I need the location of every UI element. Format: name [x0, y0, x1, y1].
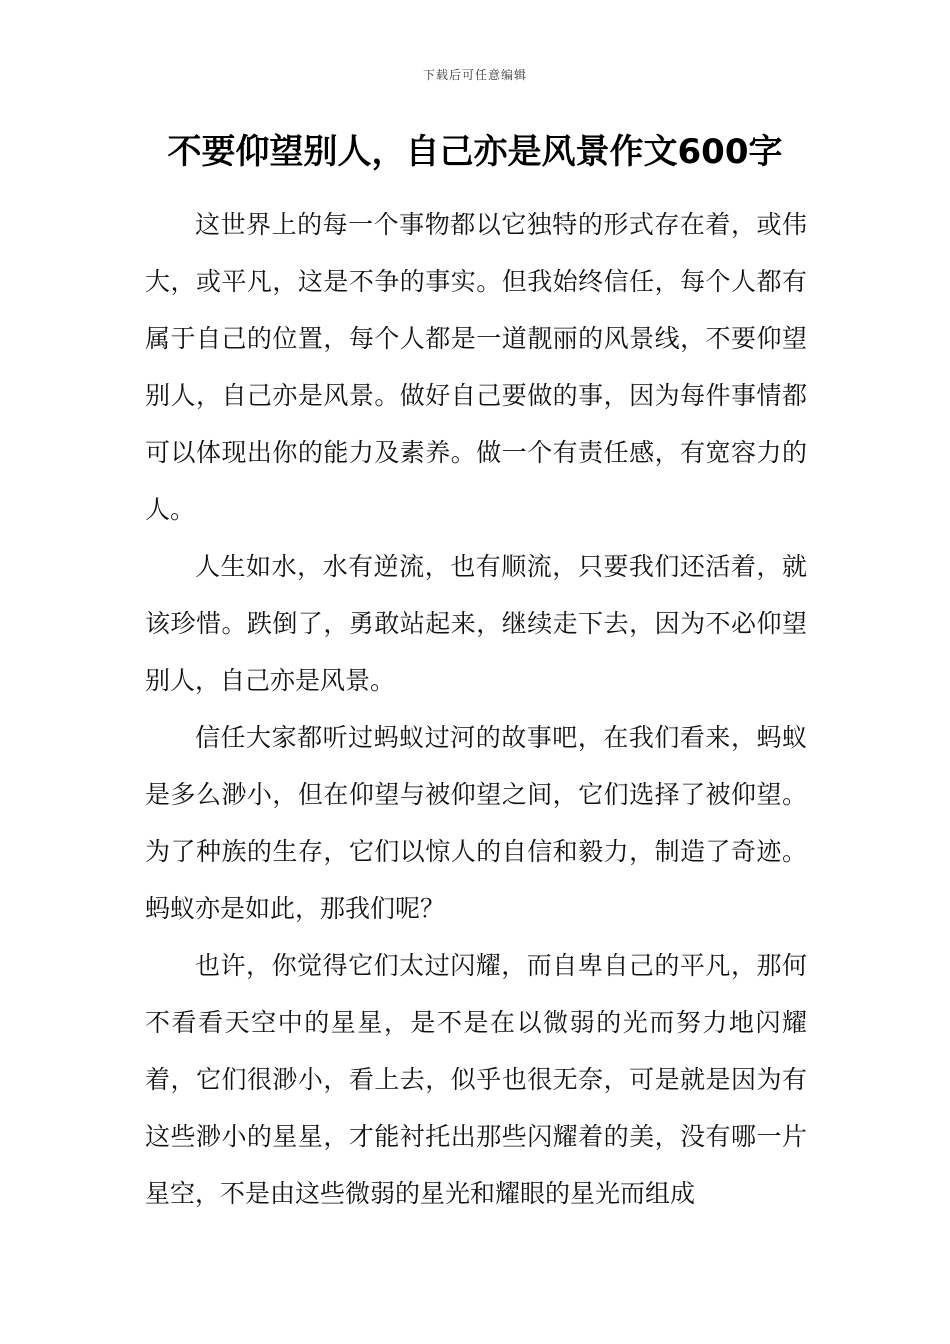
header-note: 下载后可任意编辑 — [422, 68, 527, 82]
document-title: 不要仰望别人，自己亦是风景作文600字 — [167, 132, 783, 172]
paragraph-2: 人生如水，水有逆流，也有顺流，只要我们还活着，就该珍惜。跌倒了，勇敢站起来，继续走下去，因为不必仰望别人，自己亦是风景。 — [145, 552, 807, 695]
document-body — [145, 196, 807, 1222]
paragraph-3: 信任大家都听过蚂蚁过河的故事吧，在我们看来，蚂蚁是多么渺小，但在仰望与被仰望之间，它们选择了被仰望。为了种族的生存，它们以惊人的自信和毅力，制造了奇迹。蚂蚁亦是如此，那我们呢？ — [145, 723, 807, 923]
paragraph-4: 也许，你觉得它们太过闪耀，而自卑自己的平凡，那何不看看天空中的星星，是不是在以微弱的光而努力地闪耀着，它们很渺小，看上去，似乎也很无奈，可是就是因为有这些渺小的星星，才能衬托出那些闪耀着的美，没有哪一片星空，不是由这些微弱的星光和耀眼的星光而组成 — [145, 951, 807, 1208]
paragraph-1: 这世界上的每一个事物都以它独特的形式存在着，或伟大，或平凡，这是不争的事实。但我始终信任，每个人都有属于自己的位置，每个人都是一道靓丽的风景线，不要仰望别人，自己亦是风景。做好自己要做的事，因为每件事情都可以体现出你的能力及素养。做一个有责任感，有宽容力的人。 — [145, 210, 807, 524]
